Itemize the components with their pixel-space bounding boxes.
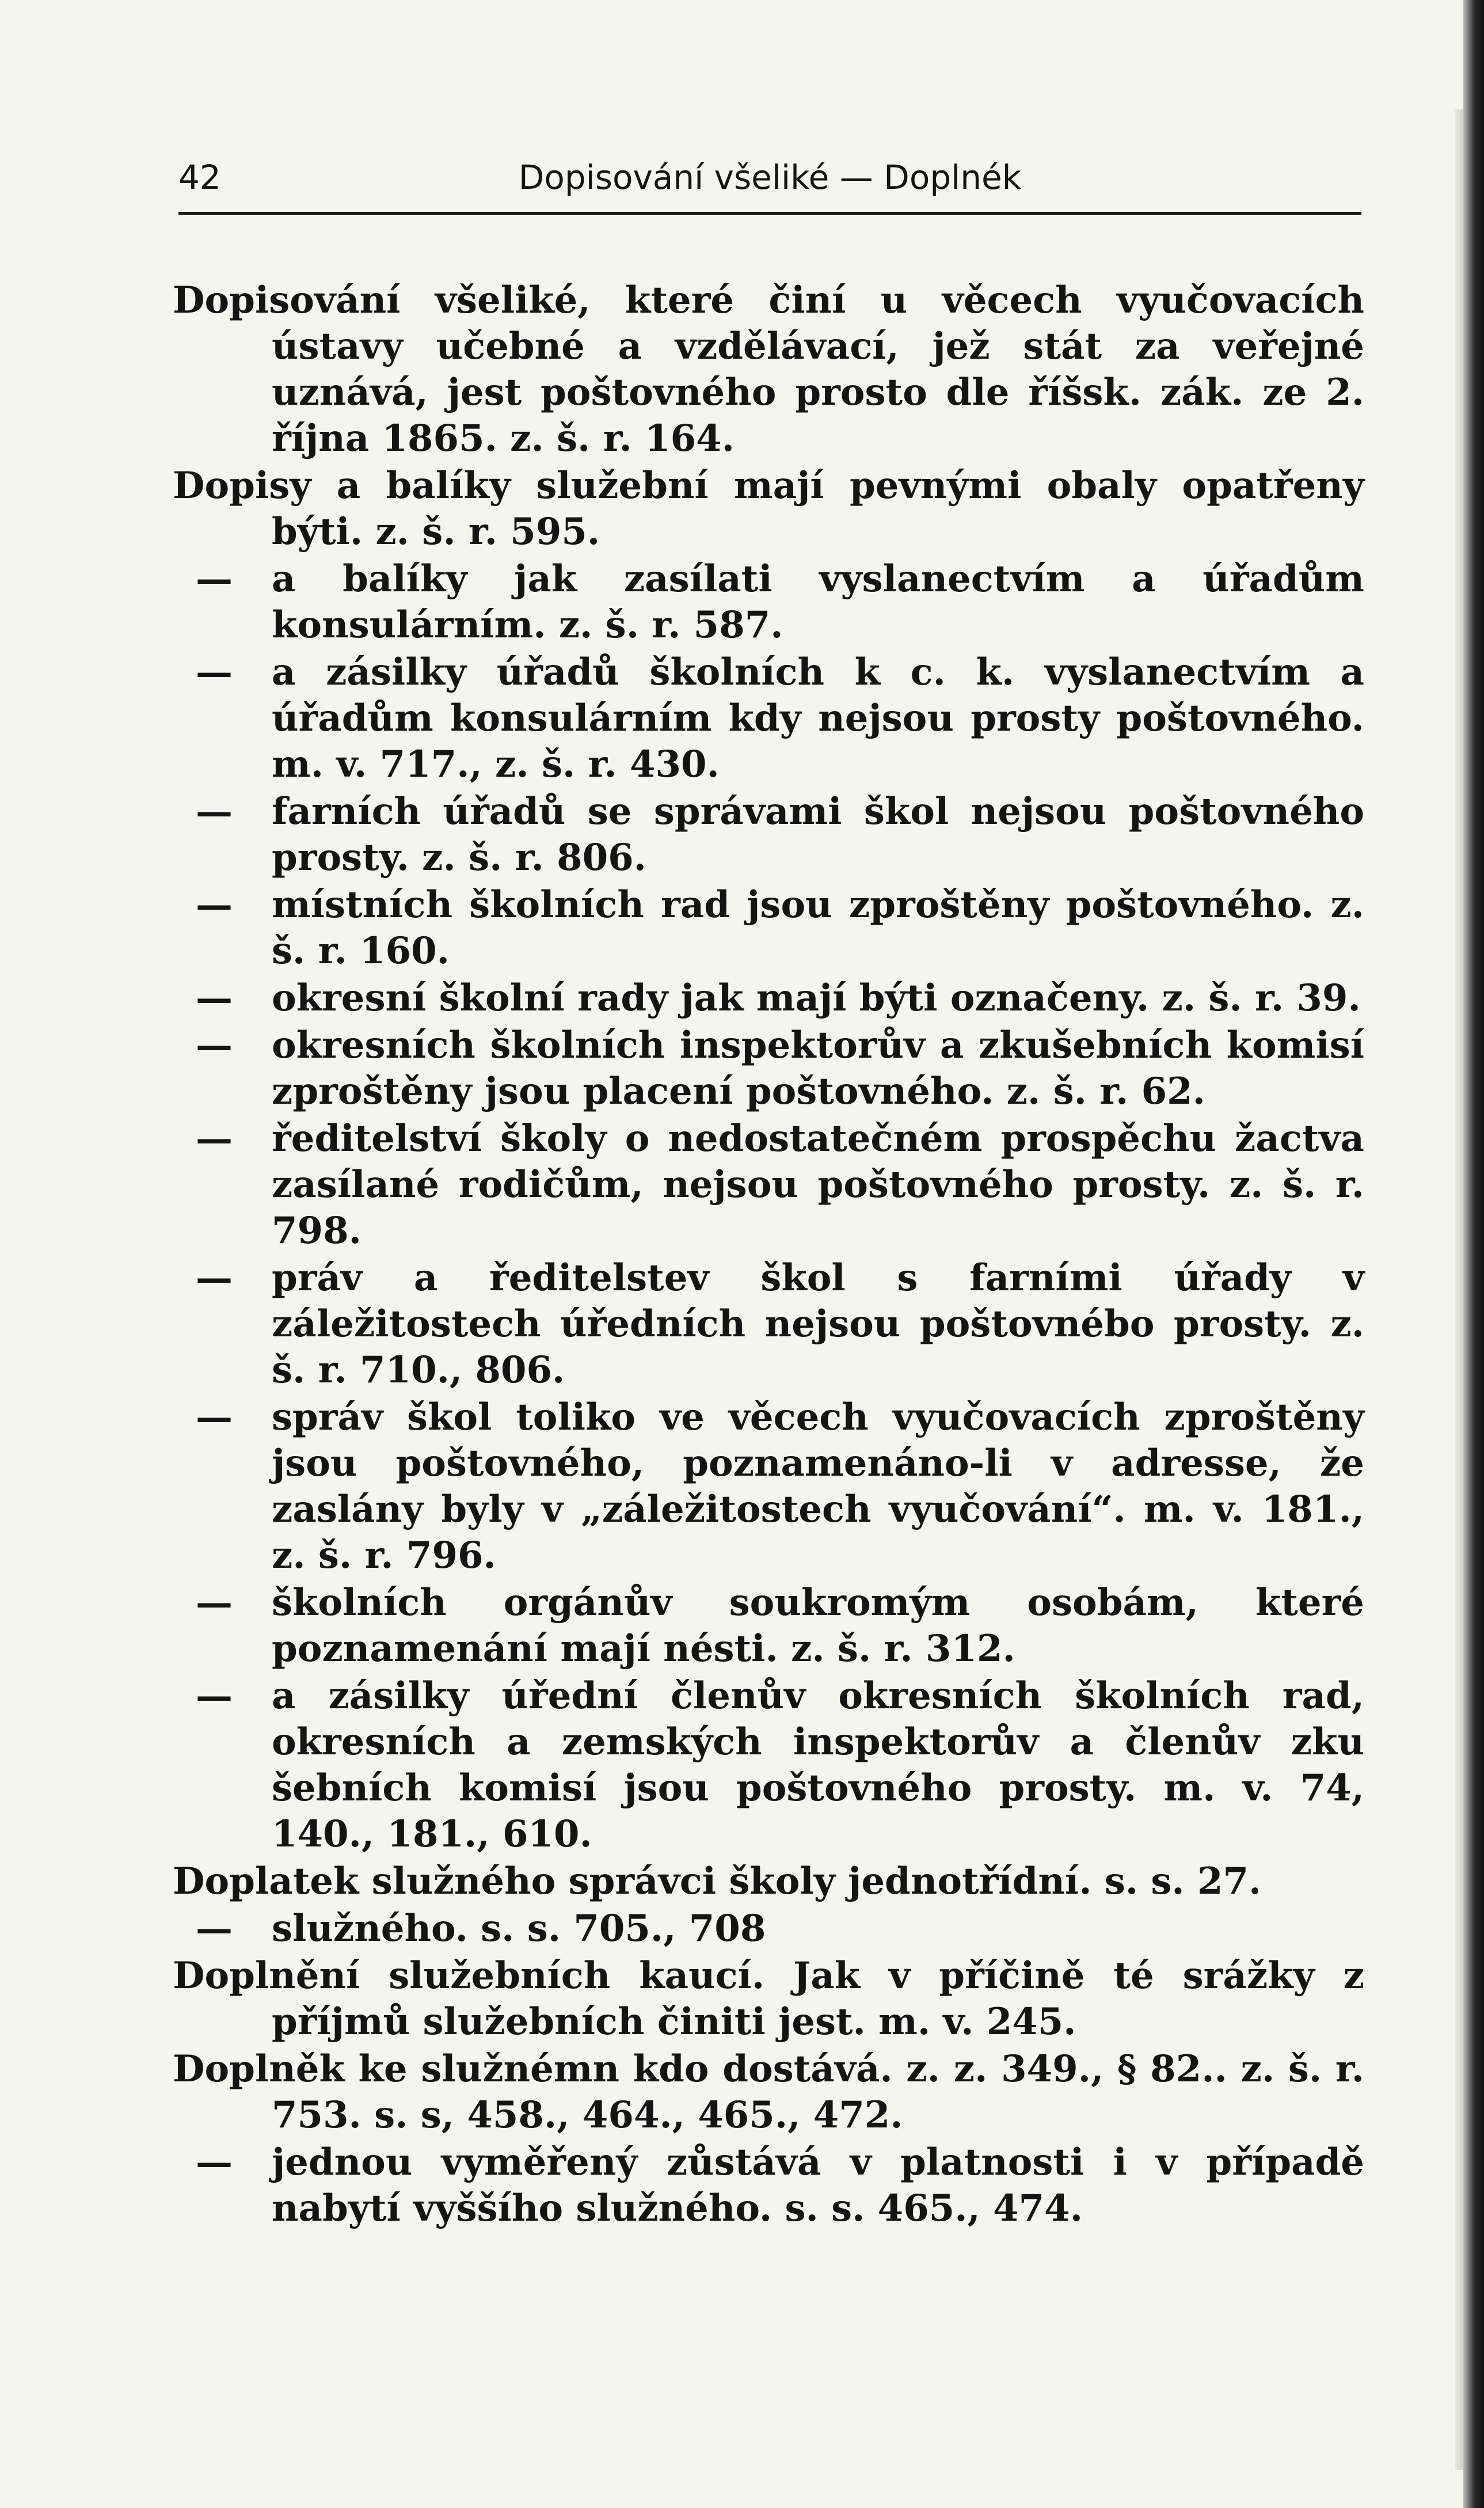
entry-text: Doplněk ke služnémn kdo dostává. z. z. 349., § 82.. z. š. r. 753. s. s, 458., 464., 465., 472. [173, 2047, 1364, 2137]
index-entry [173, 1953, 1364, 2045]
index-subentry [173, 1673, 1364, 1857]
entry-dash: — [196, 1024, 233, 1067]
entry-text: Doplatek služného správci školy jednotřídní. s. s. 27. [173, 1860, 1262, 1903]
index-subentry [173, 975, 1364, 1021]
entry-text: Dopisy a balíky služební mají pevnými obaly opatřeny býti. z. š. r. 595. [173, 464, 1364, 553]
entry-dash: — [196, 1396, 233, 1439]
entry-text: okresních školních inspektorův a zkušebních komisí zproštěny jsou placení poštovného. z. š. r. 62. [272, 1024, 1364, 1113]
entry-dash: — [196, 557, 233, 601]
index-subentry [173, 1906, 1364, 1952]
index-subentry [173, 1394, 1364, 1579]
entry-text: správ škol toliko ve věcech vyučovacích zproštěny jsou poštovného, poznamenáno-li v adresse, že zaslány byly v „záležitostech vyučování“. m. v. 181., z. š. r. 796. [272, 1396, 1364, 1577]
entry-text: a balíky jak zasílati vyslanectvím a úřadům konsulárním. z. š. r. 587. [272, 557, 1364, 647]
entry-dash: — [196, 1256, 233, 1299]
book-binding-edge [1463, 0, 1484, 2508]
entry-text: farních úřadů se správami škol nejsou poštovného prosty. z. š. r. 806. [272, 790, 1364, 879]
index-subentry [173, 882, 1364, 974]
entry-dash: — [196, 790, 233, 833]
index-subentry [173, 1255, 1364, 1393]
index-subentry [173, 1023, 1364, 1115]
index-entry [173, 463, 1364, 555]
entry-dash: — [196, 1674, 233, 1717]
entry-text: služného. s. s. 705., 708 [272, 1907, 766, 1950]
index-subentry [173, 556, 1364, 648]
entry-text: jednou vyměřený zůstává v platnosti i v případě nabytí vyššího služného. s. s. 465., 474. [272, 2141, 1364, 2230]
index-entries [173, 278, 1364, 2233]
entry-dash: — [196, 883, 233, 926]
entry-text: okresní školní rady jak mají býti označeny. z. š. r. 39. [272, 976, 1361, 1020]
entry-text: práv a ředitelstev škol s farními úřady v záležitostech úředních nejsou poštovnébo prosty. z. š. r. 710., 806. [272, 1256, 1364, 1392]
entry-dash: — [196, 976, 233, 1020]
page-number: 42 [178, 158, 221, 197]
header-rule [178, 212, 1361, 215]
running-title: Dopisování všeliké — Doplnék [518, 158, 1022, 197]
index-entry [173, 2046, 1364, 2138]
page-edge-shadow [1455, 109, 1463, 2470]
index-entry [173, 1859, 1364, 1905]
entry-dash: — [196, 651, 233, 694]
entry-text: Dopisování všeliké, které činí u věcech vyučovacích ústavy učebné a vzdělávací, jež stát za veřejné uznává, jest poštovného prosto dle říšsk. zák. ze 2. října 1865. z. š. r. 164. [173, 279, 1364, 460]
entry-dash: — [196, 2141, 233, 2184]
entry-dash: — [196, 1907, 233, 1950]
index-subentry [173, 789, 1364, 881]
entry-dash: — [196, 1581, 233, 1624]
entry-text: a zásilky úřední členův okresních školních rad, okresních a zemských inspektorův a členův zku šebních komisí jsou poštovného prosty. m. v. 74, 140., 181., 610. [272, 1674, 1364, 1856]
entry-text: školních orgánův soukromým osobám, které poznamenání mají nésti. z. š. r. 312. [272, 1581, 1364, 1670]
running-header [178, 154, 1361, 200]
index-entry [173, 278, 1364, 462]
index-subentry [173, 649, 1364, 788]
entry-dash: — [196, 1117, 233, 1160]
index-subentry [173, 1116, 1364, 1254]
entry-text: Doplnění služebních kaucí. Jak v příčině té srážky z příjmů služebních činiti jest. m. v. 245. [173, 1954, 1364, 2043]
entry-text: a zásilky úřadů školních k c. k. vyslanectvím a úřadům konsulárním kdy nejsou prosty poštovného. m. v. 717., z. š. r. 430. [272, 651, 1364, 786]
index-subentry [173, 1580, 1364, 1672]
entry-text: ředitelství školy o nedostatečném prospěchu žactva zasílané rodičům, nejsou poštovného prosty. z. š. r. 798. [272, 1117, 1364, 1252]
entry-text: místních školních rad jsou zproštěny poštovného. z. š. r. 160. [272, 883, 1364, 972]
index-subentry [173, 2140, 1364, 2232]
